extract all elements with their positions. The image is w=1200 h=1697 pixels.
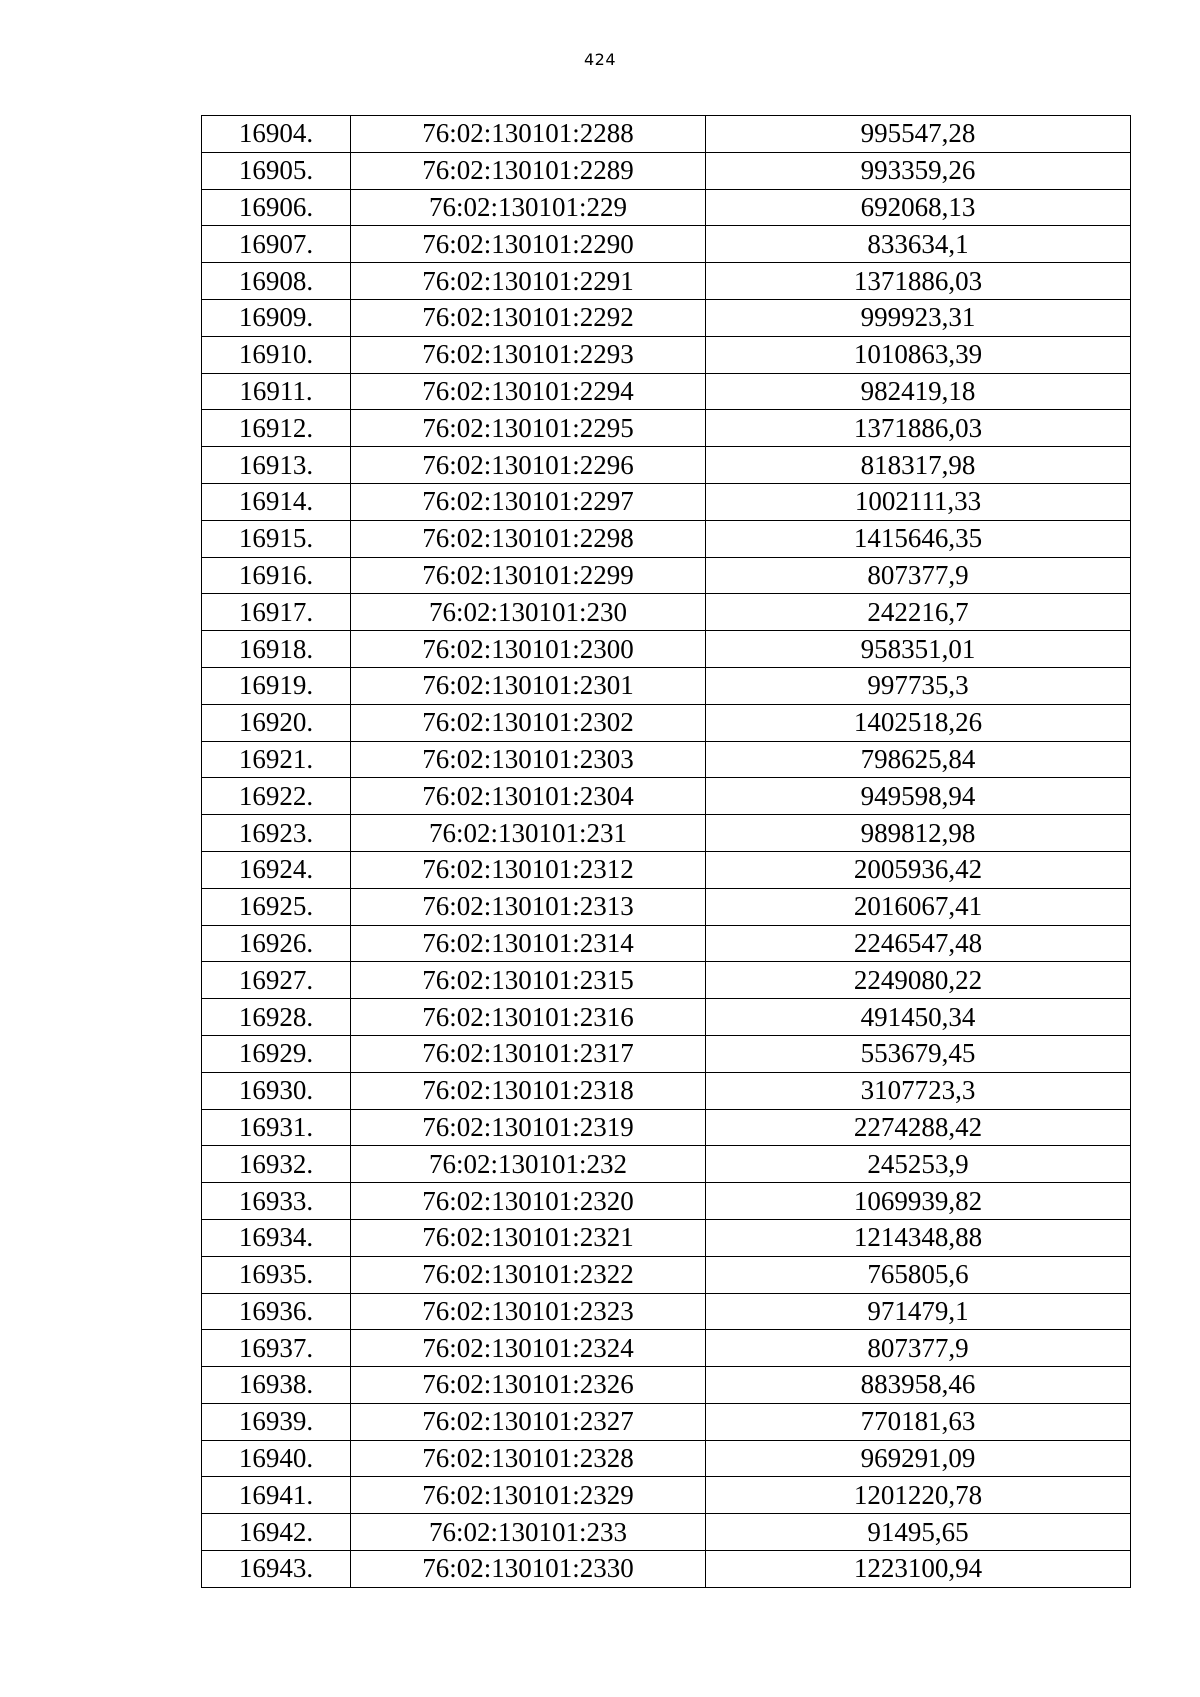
cadastral-number-cell: 76:02:130101:2304 (351, 778, 706, 815)
cadastral-value-cell: 1002111,33 (706, 483, 1131, 520)
cadastral-value-cell: 989812,98 (706, 815, 1131, 852)
cadastral-value-cell: 833634,1 (706, 226, 1131, 263)
cadastral-value-cell: 949598,94 (706, 778, 1131, 815)
cadastral-number-cell: 76:02:130101:2315 (351, 962, 706, 999)
cadastral-value-cell: 807377,9 (706, 557, 1131, 594)
row-number-cell: 16919. (202, 667, 351, 704)
row-number-cell: 16908. (202, 263, 351, 300)
cadastral-value-cell: 1402518,26 (706, 704, 1131, 741)
row-number-cell: 16909. (202, 299, 351, 336)
cadastral-value-cell: 971479,1 (706, 1293, 1131, 1330)
cadastral-number-cell: 76:02:130101:2301 (351, 667, 706, 704)
cadastral-value-cell: 1214348,88 (706, 1219, 1131, 1256)
cadastral-value-cell: 2274288,42 (706, 1109, 1131, 1146)
row-number-cell: 16932. (202, 1146, 351, 1183)
row-number-cell: 16930. (202, 1072, 351, 1109)
table-row (202, 631, 1131, 668)
row-number-cell: 16907. (202, 226, 351, 263)
row-number-cell: 16942. (202, 1514, 351, 1551)
cadastral-value-cell: 242216,7 (706, 594, 1131, 631)
row-number-cell: 16918. (202, 631, 351, 668)
cadastral-number-cell: 76:02:130101:2313 (351, 888, 706, 925)
table-row (202, 410, 1131, 447)
cadastral-value-cell: 245253,9 (706, 1146, 1131, 1183)
table-row (202, 1109, 1131, 1146)
cadastral-value-cell: 1069939,82 (706, 1183, 1131, 1220)
cadastral-number-cell: 76:02:130101:2303 (351, 741, 706, 778)
row-number-cell: 16915. (202, 520, 351, 557)
row-number-cell: 16931. (202, 1109, 351, 1146)
row-number-cell: 16928. (202, 999, 351, 1036)
row-number-cell: 16912. (202, 410, 351, 447)
cadastral-value-cell: 997735,3 (706, 667, 1131, 704)
cadastral-value-cell: 1371886,03 (706, 410, 1131, 447)
table-row (202, 1146, 1131, 1183)
table-row (202, 1183, 1131, 1220)
row-number-cell: 16923. (202, 815, 351, 852)
cadastral-number-cell: 76:02:130101:2319 (351, 1109, 706, 1146)
page-number: 424 (583, 50, 617, 69)
cadastral-value-cell: 969291,09 (706, 1440, 1131, 1477)
cadastral-value-cell: 982419,18 (706, 373, 1131, 410)
row-number-cell: 16910. (202, 336, 351, 373)
cadastral-number-cell: 76:02:130101:233 (351, 1514, 706, 1551)
cadastral-value-cell: 2005936,42 (706, 851, 1131, 888)
table-row (202, 116, 1131, 153)
cadastral-value-cell: 818317,98 (706, 447, 1131, 484)
cadastral-value-cell: 2246547,48 (706, 925, 1131, 962)
table-row (202, 741, 1131, 778)
table-row (202, 704, 1131, 741)
cadastral-value-cell: 999923,31 (706, 299, 1131, 336)
row-number-cell: 16938. (202, 1367, 351, 1404)
table-row (202, 594, 1131, 631)
cadastral-number-cell: 76:02:130101:2321 (351, 1219, 706, 1256)
table-row (202, 520, 1131, 557)
table-row (202, 189, 1131, 226)
table-row (202, 1440, 1131, 1477)
table-row (202, 1035, 1131, 1072)
row-number-cell: 16940. (202, 1440, 351, 1477)
table-row (202, 447, 1131, 484)
cadastral-value-cell: 958351,01 (706, 631, 1131, 668)
row-number-cell: 16927. (202, 962, 351, 999)
cadastral-number-cell: 76:02:130101:2294 (351, 373, 706, 410)
cadastral-number-cell: 76:02:130101:2320 (351, 1183, 706, 1220)
cadastral-number-cell: 76:02:130101:2299 (351, 557, 706, 594)
table-row (202, 1293, 1131, 1330)
table-row (202, 263, 1131, 300)
table-row (202, 1219, 1131, 1256)
cadastral-value-cell: 2016067,41 (706, 888, 1131, 925)
table-row (202, 1367, 1131, 1404)
cadastral-number-cell: 76:02:130101:2302 (351, 704, 706, 741)
cadastral-value-cell: 770181,63 (706, 1403, 1131, 1440)
table-row (202, 1514, 1131, 1551)
cadastral-number-cell: 76:02:130101:2330 (351, 1551, 706, 1588)
cadastral-value-cell: 1010863,39 (706, 336, 1131, 373)
table-row (202, 483, 1131, 520)
cadastral-number-cell: 76:02:130101:231 (351, 815, 706, 852)
row-number-cell: 16904. (202, 116, 351, 153)
row-number-cell: 16925. (202, 888, 351, 925)
cadastral-value-cell: 798625,84 (706, 741, 1131, 778)
cadastral-number-cell: 76:02:130101:2326 (351, 1367, 706, 1404)
cadastral-value-cell: 2249080,22 (706, 962, 1131, 999)
row-number-cell: 16924. (202, 851, 351, 888)
table-row (202, 299, 1131, 336)
row-number-cell: 16906. (202, 189, 351, 226)
cadastral-value-cell: 807377,9 (706, 1330, 1131, 1367)
table-row (202, 888, 1131, 925)
cadastral-number-cell: 76:02:130101:2291 (351, 263, 706, 300)
cadastral-number-cell: 76:02:130101:2292 (351, 299, 706, 336)
cadastral-value-cell: 3107723,3 (706, 1072, 1131, 1109)
row-number-cell: 16920. (202, 704, 351, 741)
table-row (202, 1477, 1131, 1514)
row-number-cell: 16913. (202, 447, 351, 484)
table-row (202, 1551, 1131, 1588)
cadastral-number-cell: 76:02:130101:229 (351, 189, 706, 226)
table-row (202, 667, 1131, 704)
table-body (202, 116, 1131, 1588)
cadastral-value-table (201, 115, 1131, 1588)
row-number-cell: 16916. (202, 557, 351, 594)
cadastral-value-cell: 1201220,78 (706, 1477, 1131, 1514)
cadastral-value-cell: 1415646,35 (706, 520, 1131, 557)
cadastral-value-cell: 491450,34 (706, 999, 1131, 1036)
table-row (202, 962, 1131, 999)
row-number-cell: 16917. (202, 594, 351, 631)
cadastral-number-cell: 76:02:130101:2327 (351, 1403, 706, 1440)
cadastral-number-cell: 76:02:130101:2328 (351, 1440, 706, 1477)
cadastral-value-cell: 993359,26 (706, 152, 1131, 189)
row-number-cell: 16939. (202, 1403, 351, 1440)
cadastral-number-cell: 76:02:130101:2290 (351, 226, 706, 263)
row-number-cell: 16943. (202, 1551, 351, 1588)
cadastral-number-cell: 76:02:130101:2289 (351, 152, 706, 189)
cadastral-number-cell: 76:02:130101:2316 (351, 999, 706, 1036)
cadastral-value-cell: 1371886,03 (706, 263, 1131, 300)
cadastral-number-cell: 76:02:130101:2317 (351, 1035, 706, 1072)
cadastral-number-cell: 76:02:130101:2312 (351, 851, 706, 888)
cadastral-number-cell: 76:02:130101:2329 (351, 1477, 706, 1514)
row-number-cell: 16922. (202, 778, 351, 815)
table-row (202, 152, 1131, 189)
cadastral-value-cell: 692068,13 (706, 189, 1131, 226)
table-row (202, 1256, 1131, 1293)
cadastral-value-cell: 883958,46 (706, 1367, 1131, 1404)
row-number-cell: 16921. (202, 741, 351, 778)
row-number-cell: 16905. (202, 152, 351, 189)
row-number-cell: 16934. (202, 1219, 351, 1256)
cadastral-value-cell: 553679,45 (706, 1035, 1131, 1072)
row-number-cell: 16937. (202, 1330, 351, 1367)
row-number-cell: 16933. (202, 1183, 351, 1220)
table-row (202, 226, 1131, 263)
cadastral-number-cell: 76:02:130101:232 (351, 1146, 706, 1183)
cadastral-number-cell: 76:02:130101:2300 (351, 631, 706, 668)
cadastral-number-cell: 76:02:130101:2296 (351, 447, 706, 484)
cadastral-value-cell: 995547,28 (706, 116, 1131, 153)
table-row (202, 1072, 1131, 1109)
cadastral-value-cell: 91495,65 (706, 1514, 1131, 1551)
cadastral-number-cell: 76:02:130101:2298 (351, 520, 706, 557)
cadastral-number-cell: 76:02:130101:230 (351, 594, 706, 631)
table-row (202, 557, 1131, 594)
cadastral-number-cell: 76:02:130101:2323 (351, 1293, 706, 1330)
cadastral-number-cell: 76:02:130101:2297 (351, 483, 706, 520)
row-number-cell: 16941. (202, 1477, 351, 1514)
table-row (202, 925, 1131, 962)
row-number-cell: 16926. (202, 925, 351, 962)
cadastral-value-cell: 1223100,94 (706, 1551, 1131, 1588)
table-row (202, 815, 1131, 852)
row-number-cell: 16936. (202, 1293, 351, 1330)
row-number-cell: 16935. (202, 1256, 351, 1293)
table-row (202, 336, 1131, 373)
cadastral-number-cell: 76:02:130101:2295 (351, 410, 706, 447)
cadastral-number-cell: 76:02:130101:2293 (351, 336, 706, 373)
table-row (202, 1403, 1131, 1440)
cadastral-number-cell: 76:02:130101:2318 (351, 1072, 706, 1109)
table-row (202, 851, 1131, 888)
cadastral-number-cell: 76:02:130101:2324 (351, 1330, 706, 1367)
row-number-cell: 16914. (202, 483, 351, 520)
cadastral-number-cell: 76:02:130101:2322 (351, 1256, 706, 1293)
cadastral-number-cell: 76:02:130101:2314 (351, 925, 706, 962)
table-row (202, 373, 1131, 410)
table-row (202, 778, 1131, 815)
cadastral-number-cell: 76:02:130101:2288 (351, 116, 706, 153)
table-row (202, 1330, 1131, 1367)
cadastral-value-cell: 765805,6 (706, 1256, 1131, 1293)
row-number-cell: 16929. (202, 1035, 351, 1072)
table-row (202, 999, 1131, 1036)
row-number-cell: 16911. (202, 373, 351, 410)
